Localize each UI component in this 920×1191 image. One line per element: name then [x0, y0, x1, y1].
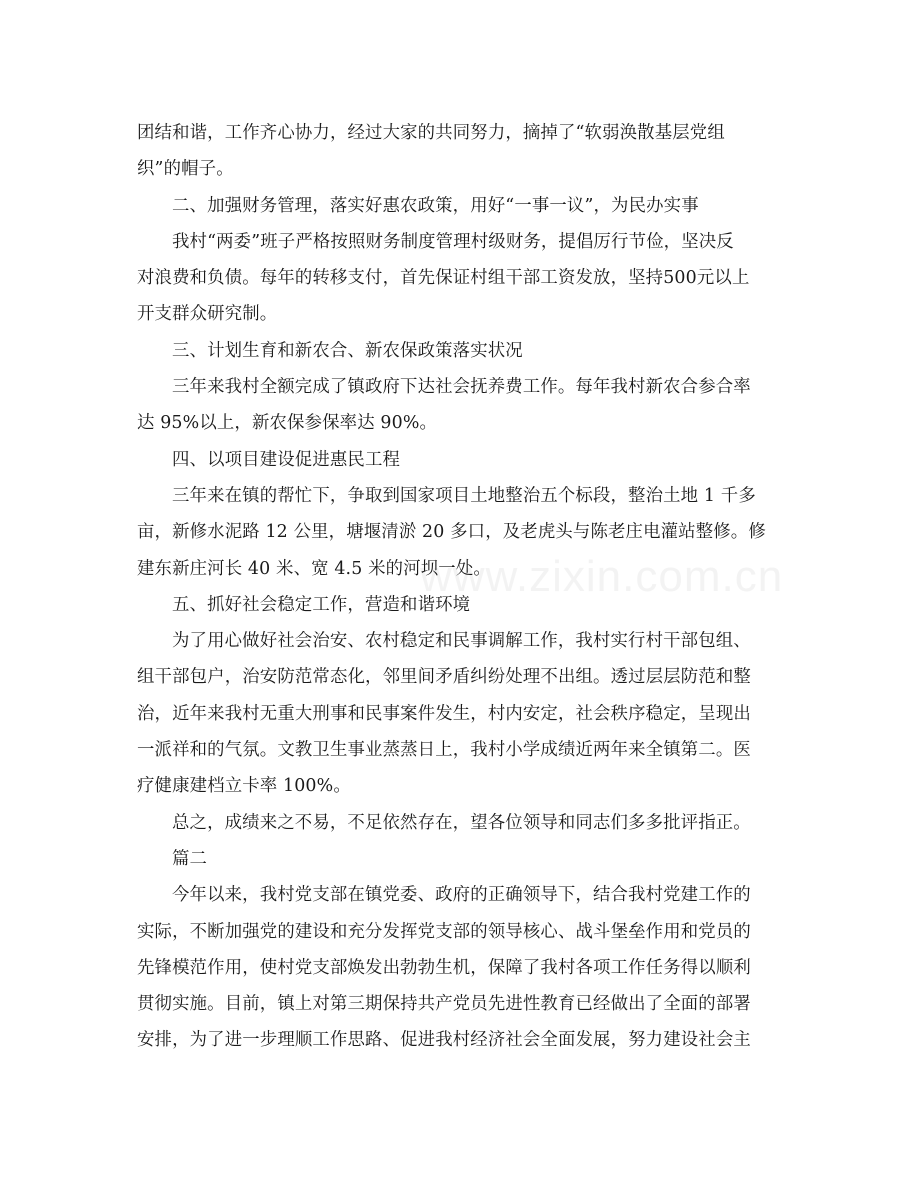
text-line: 达 95%以上，新农保参保率达 90%。	[137, 413, 438, 434]
text-line: 二、加强财务管理，落实好惠农政策，用好“一事一议”，为民办实事	[172, 195, 699, 216]
text-line: 治，近年来我村无重大刑事和民事案件发生，村内安定，社会秩序稳定，呈现出	[137, 703, 751, 724]
text-line: 三年来在镇的帮忙下，争取到国家项目土地整治五个标段，整治土地 1 千多	[172, 485, 756, 506]
text-line: 我村“两委”班子严格按照财务制度管理村级财务，提倡厉行节俭，坚决反	[172, 231, 734, 252]
text-line: 三、计划生育和新农合、新农保政策落实状况	[172, 340, 523, 361]
text-line: 对浪费和负债。每年的转移支付，首先保证村组干部工资发放，坚持500元以上	[137, 268, 750, 289]
text-line: 一派祥和的气氛。文教卫生事业蒸蒸日上，我村小学成绩近两年来全镇第二。医	[137, 740, 751, 761]
text-line: 亩，新修水泥路 12 公里，塘堰清淤 20 多口，及老虎头与陈老庄电灌站整修。修	[137, 522, 766, 543]
text-line: 篇二	[172, 848, 208, 869]
document-body	[137, 115, 777, 1059]
text-line: 贯彻实施。目前，镇上对第三期保持共产党员先进性教育已经做出了全面的部署	[137, 994, 751, 1015]
text-line: 团结和谐，工作齐心协力，经过大家的共同努力，摘掉了“软弱涣散基层党组	[137, 123, 725, 143]
text-line: 四、以项目建设促进惠民工程	[172, 449, 401, 470]
text-line: 安排，为了进一步理顺工作思路、促进我村经济社会全面发展，努力建设社会主	[137, 1030, 751, 1051]
text-line: 总之，成绩来之不易，不足依然存在，望各位领导和同志们多多批评指正。	[172, 812, 751, 833]
text-line: 先锋模范作用，使村党支部焕发出勃勃生机，保障了我村各项工作任务得以顺利	[137, 957, 751, 978]
text-line: 三年来我村全额完成了镇政府下达社会抚养费工作。每年我村新农合参合率	[172, 377, 751, 398]
text-line: 组干部包户，治安防范常态化，邻里间矛盾纠纷处理不出组。透过层层防范和整	[137, 667, 751, 688]
text-line: 为了用心做好社会治安、农村稳定和民事调解工作，我村实行村干部包组、	[172, 631, 751, 652]
watermark: www.zixin.com.cn	[420, 552, 784, 601]
text-line: 织”的帽子。	[137, 159, 234, 180]
text-line: 五、抓好社会稳定工作，营造和谐环境	[172, 594, 471, 615]
text-line: 今年以来，我村党支部在镇党委、政府的正确领导下，结合我村党建工作的	[172, 885, 751, 906]
text-line: 疗健康建档立卡率 100%。	[137, 776, 351, 797]
text-line: 建东新庄河长 40 米、宽 4.5 米的河坝一处。	[137, 558, 491, 579]
text-line: 实际，不断加强党的建设和充分发挥党支部的领导核心、战斗堡垒作用和党员的	[137, 921, 751, 942]
text-line: 开支群众研究制。	[137, 304, 278, 325]
